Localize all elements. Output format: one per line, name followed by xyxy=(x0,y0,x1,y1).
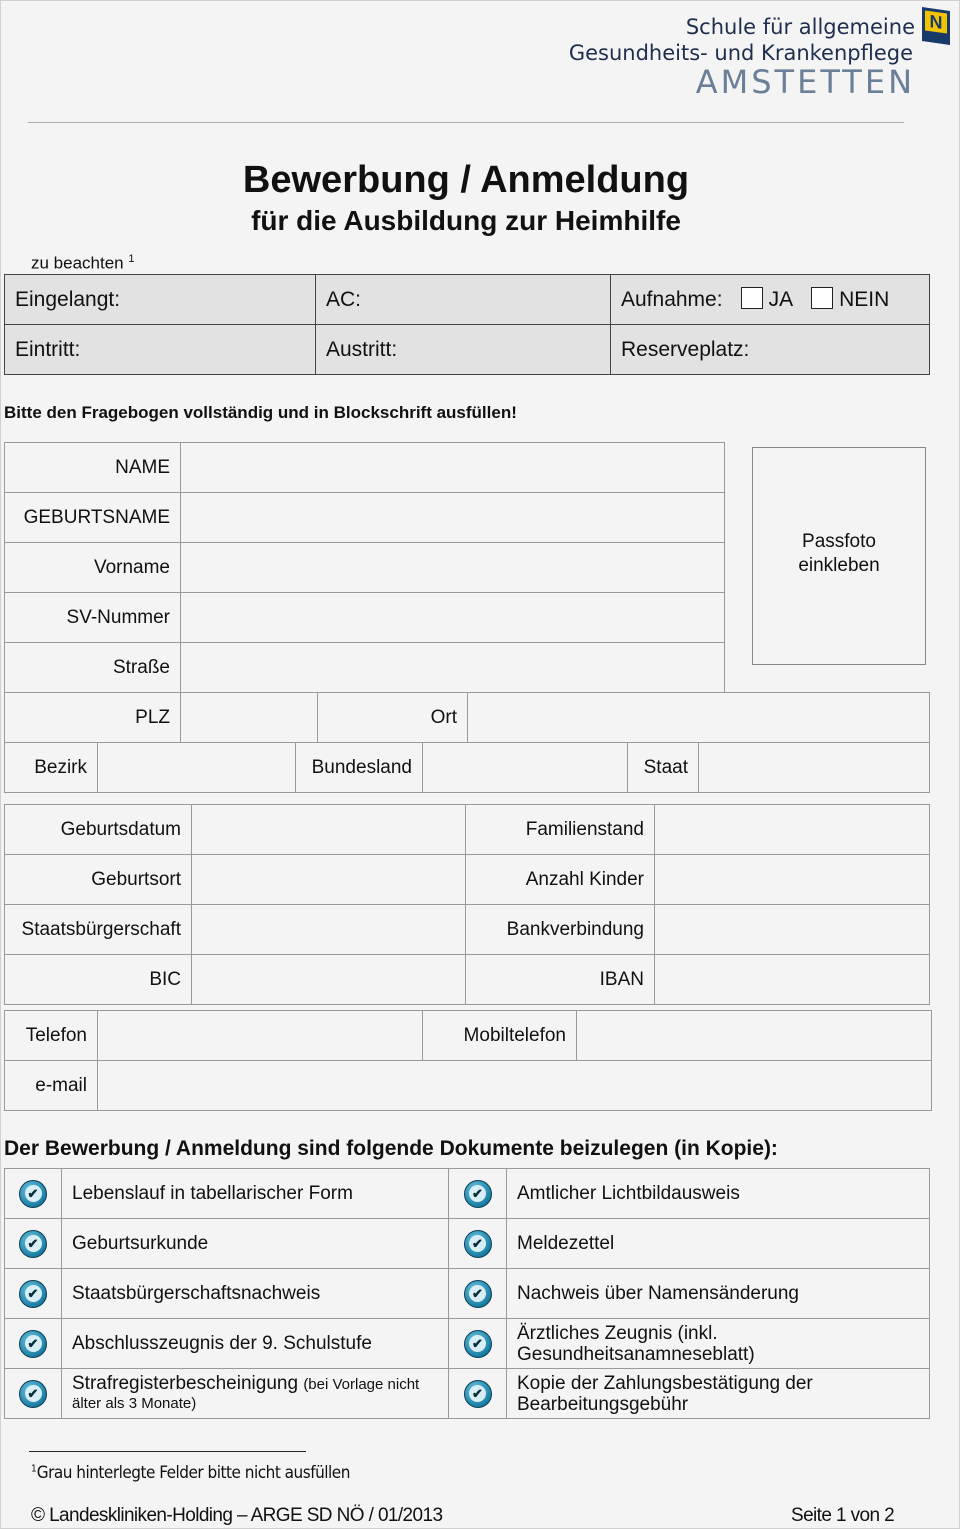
vorname-input[interactable] xyxy=(181,543,725,593)
doc-item-note: (bei Vorlage nicht älter als 3 Monate) xyxy=(72,1375,420,1412)
geburtsdatum-input[interactable] xyxy=(192,805,466,855)
geburtsort-label: Geburtsort xyxy=(5,855,192,905)
check-icon: ✔ xyxy=(5,1219,62,1269)
nein-checkbox[interactable] xyxy=(811,287,833,309)
bezirk-input[interactable] xyxy=(98,743,296,793)
bundesland-label: Bundesland xyxy=(296,743,423,793)
eingelangt-field: Eingelangt: xyxy=(5,275,316,325)
check-icon: ✔ xyxy=(5,1169,62,1219)
check-icon: ✔ xyxy=(5,1319,62,1369)
noe-emblem-icon: N xyxy=(922,7,950,45)
anzahl-kinder-input[interactable] xyxy=(655,855,930,905)
header-divider xyxy=(28,122,904,123)
footer-page-number: Seite 1 von 2 xyxy=(791,1505,895,1526)
check-icon: ✔ xyxy=(449,1169,507,1219)
footnote-divider xyxy=(29,1451,306,1452)
address-table-1 xyxy=(4,692,930,743)
iban-label: IBAN xyxy=(466,955,655,1005)
bankverbindung-label: Bankverbindung xyxy=(466,905,655,955)
doc-item: Meldezettel xyxy=(507,1219,930,1269)
mobiltelefon-input[interactable] xyxy=(577,1011,932,1061)
doc-item: Nachweis über Namensänderung xyxy=(507,1269,930,1319)
plz-label: PLZ xyxy=(5,693,181,743)
doc-item: Kopie der Zahlungsbestätigung der Bearbeitungsgebühr xyxy=(507,1369,930,1419)
check-icon: ✔ xyxy=(5,1369,62,1419)
bic-input[interactable] xyxy=(192,955,466,1005)
check-icon: ✔ xyxy=(449,1219,507,1269)
staat-input[interactable] xyxy=(699,743,930,793)
telefon-input[interactable] xyxy=(98,1011,423,1061)
doc-item: Lebenslauf in tabellarischer Form xyxy=(62,1169,449,1219)
doc-item: Abschlusszeugnis der 9. Schulstufe xyxy=(62,1319,449,1369)
familienstand-input[interactable] xyxy=(655,805,930,855)
ort-input[interactable] xyxy=(468,693,930,743)
check-icon: ✔ xyxy=(449,1319,507,1369)
eintritt-field: Eintritt: xyxy=(5,325,316,375)
details-table xyxy=(4,804,930,1005)
austritt-field: Austritt: xyxy=(316,325,611,375)
logo-line-1: Schule für allgemeine xyxy=(685,15,915,39)
plz-input[interactable] xyxy=(181,693,318,743)
reserveplatz-field: Reserveplatz: xyxy=(611,325,930,375)
doc-item: Amtlicher Lichtbildausweis xyxy=(507,1169,930,1219)
logo-line-3: AMSTETTEN xyxy=(695,63,915,101)
note-label: zu beachten $^1$ xyxy=(31,253,135,273)
aufnahme-field: Aufnahme: JA NEIN xyxy=(611,275,930,325)
doc-item: Geburtsurkunde xyxy=(62,1219,449,1269)
doc-item: Staatsbürgerschaftsnachweis xyxy=(62,1269,449,1319)
geburtsname-input[interactable] xyxy=(181,493,725,543)
anzahl-kinder-label: Anzahl Kinder xyxy=(466,855,655,905)
ac-field: AC: xyxy=(316,275,611,325)
office-use-table xyxy=(4,274,930,375)
bankverbindung-input[interactable] xyxy=(655,905,930,955)
mobiltelefon-label: Mobiltelefon xyxy=(423,1011,577,1061)
personal-table xyxy=(4,442,725,693)
documents-heading: Der Bewerbung / Anmeldung sind folgende Dokumente beizulegen (in Kopie): xyxy=(4,1137,778,1160)
geburtsname-label: GEBURTSNAME xyxy=(5,493,181,543)
telefon-label: Telefon xyxy=(5,1011,98,1061)
ja-checkbox[interactable] xyxy=(741,287,763,309)
sv-nummer-label: SV-Nummer xyxy=(5,593,181,643)
iban-input[interactable] xyxy=(655,955,930,1005)
doc-item: Strafregisterbescheinigung (bei Vorlage nicht älter als 3 Monate) xyxy=(62,1369,449,1419)
page-title: Bewerbung / Anmeldung xyxy=(242,159,690,201)
doc-item: Ärztliches Zeugnis (inkl. Gesundheitsanamneseblatt) xyxy=(507,1319,930,1369)
vorname-label: Vorname xyxy=(5,543,181,593)
staatsbuergerschaft-input[interactable] xyxy=(192,905,466,955)
einkleben-label: einkleben xyxy=(798,555,880,576)
passfoto-box[interactable] xyxy=(752,447,926,665)
email-input[interactable] xyxy=(98,1061,932,1111)
page-subtitle: für die Ausbildung zur Heimhilfe xyxy=(251,205,681,236)
staatsbuergerschaft-label: Staatsbürgerschaft xyxy=(5,905,192,955)
sv-nummer-input[interactable] xyxy=(181,593,725,643)
footer-copyright: © Landeskliniken-Holding – ARGE SD NÖ / 01/2013 xyxy=(31,1505,443,1526)
strasse-label: Straße xyxy=(5,643,181,693)
email-label: e-mail xyxy=(5,1061,98,1111)
footnote: $^1$Grau hinterlegte Felder bitte nicht ausfüllen xyxy=(31,1463,350,1483)
bic-label: BIC xyxy=(5,955,192,1005)
staat-label: Staat xyxy=(628,743,699,793)
check-icon: ✔ xyxy=(449,1369,507,1419)
bundesland-input[interactable] xyxy=(423,743,628,793)
name-label: NAME xyxy=(5,443,181,493)
geburtsort-input[interactable] xyxy=(192,855,466,905)
contact-table xyxy=(4,1010,932,1111)
ort-label: Ort xyxy=(318,693,468,743)
check-icon: ✔ xyxy=(5,1269,62,1319)
address-table-2 xyxy=(4,742,930,793)
passfoto-label: Passfoto xyxy=(802,531,876,552)
documents-table xyxy=(4,1168,930,1419)
name-input[interactable] xyxy=(181,443,725,493)
geburtsdatum-label: Geburtsdatum xyxy=(5,805,192,855)
strasse-input[interactable] xyxy=(181,643,725,693)
logo-line-2: Gesundheits- und Krankenpflege xyxy=(568,41,913,65)
instruction-text: Bitte den Fragebogen vollständig und in Blockschrift ausfüllen! xyxy=(4,403,517,422)
bezirk-label: Bezirk xyxy=(5,743,98,793)
check-icon: ✔ xyxy=(449,1269,507,1319)
familienstand-label: Familienstand xyxy=(466,805,655,855)
